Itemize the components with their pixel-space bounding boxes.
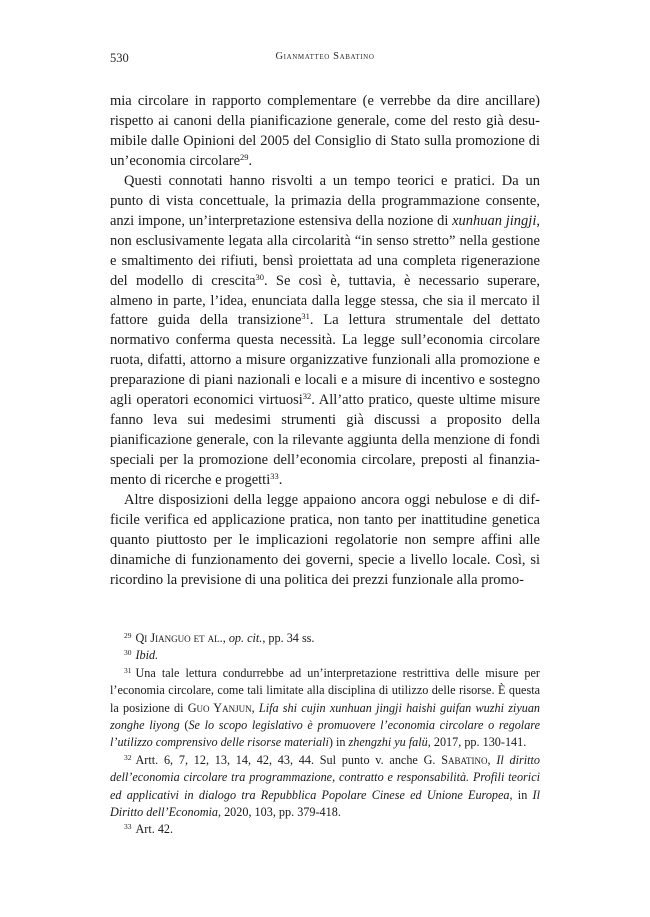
italic-text: op. cit. bbox=[228, 631, 263, 645]
text-run: ( bbox=[179, 718, 189, 733]
text-run: Art. 42. bbox=[135, 822, 174, 837]
text-run: , pp. 34 ss. bbox=[262, 631, 315, 645]
main-text bbox=[110, 92, 540, 591]
paragraph-1 bbox=[110, 92, 540, 172]
footnote-30 bbox=[110, 647, 540, 664]
footnote-number: 29 bbox=[124, 631, 132, 640]
text-run: . bbox=[248, 152, 253, 169]
text-run: Questi connotati hanno risvolti a un tempo teorici e pratici. Da un punto di vista concettuale, la primazia della programmazione consente, anzi impone, un’interpretazione estensiva della nozione di bbox=[110, 172, 540, 229]
footnote-ref-32[interactable]: 32 bbox=[302, 391, 312, 402]
text-run: Artt. 6, 7, 12, 13, 14, 42, 43, 44. Sul punto v. anche G. bbox=[135, 752, 442, 767]
text-run: . All’atto pratico, queste ultime misure fanno leva sui medesimi strumenti già discussi a proposito della pianificazione generale, con la rilevante aggiunta della menzione di fondi speciali per la promozione dell’economia circolare, preposti al finanziamento di ricerche e progetti bbox=[110, 392, 541, 489]
footnote-number: 33 bbox=[124, 822, 132, 832]
italic-text: Il Diritto dell’Economia bbox=[110, 787, 540, 820]
footnote-author: Qi Jianguo et al. bbox=[135, 631, 223, 645]
footnote-ref-29[interactable]: 29 bbox=[240, 151, 249, 162]
text-run: , 2020, 103, pp. 379-418. bbox=[217, 805, 341, 820]
italic-text: Lifa shi cujin xunhuan jingji haishi guifan wuzhi ziyuan zonghe liyong bbox=[110, 700, 541, 733]
italic-text: Il diritto dell’economia circolare tra programmazione, contratto e responsabilità. Profili teorici ed applicativi in dialogo tra Repubblica Popolare Cinese ed Unione Europea bbox=[110, 752, 540, 802]
italic-text: Ibid. bbox=[135, 648, 159, 663]
text-run: . Se così è, tuttavia, è necessario superare, almeno in parte, l’idea, enunciata dalla legge stessa, che sia il mercato il fattore guida della transizione bbox=[110, 272, 540, 329]
text-run: ) in bbox=[328, 735, 349, 750]
footnote-31 bbox=[110, 665, 540, 752]
text-run: , in bbox=[509, 787, 533, 802]
text-run: , bbox=[251, 700, 259, 715]
text-run: , non esclusivamente legata alla circolarità “in senso stretto” nella gestione e smaltimento dei rifiuti, bensì proiettata ad una completa rigenerazione del modello di crescita bbox=[110, 212, 540, 289]
footnote-author: Guo Yanjun bbox=[187, 700, 252, 715]
italic-text: Se lo scopo legislativo è promuovere l’economia circolare o regolare l’utilizzo comprensivo delle risorse materiali bbox=[110, 718, 540, 750]
footnote-ref-33[interactable]: 33 bbox=[270, 471, 279, 482]
text-run: . La lettura strumentale del dettato normativo conferma questa necessità. La legge sull’economia circolare ruota, difatti, attorno a misure organizzative funzionali alla promozione e preparazione di piani nazionali e locali e a misure di incentivo e sostegno agli operatori economici virtuosi bbox=[110, 312, 540, 409]
text-run: , bbox=[222, 631, 229, 645]
footnote-ref-31[interactable]: 31 bbox=[301, 311, 310, 322]
text-run: , bbox=[487, 752, 497, 767]
footnote-author: Sabatino bbox=[441, 752, 488, 767]
footnote-32 bbox=[110, 752, 540, 822]
footnote-33 bbox=[110, 821, 540, 838]
italic-term: xunhuan jingji bbox=[452, 212, 537, 229]
text-run: Altre disposizioni della legge appaiono ancora oggi nebulose e di difficile verifica ed applicazione pratica, non tanto per inattitudine genetica quanto piuttosto per le implicazioni regolatorie non sempre affini alle dinamiche di funzionamento dei governi, specie a livello locale. Così, si ricordino la previsione di una politica dei prezzi funzionale alla promo- bbox=[110, 492, 540, 588]
paragraph-3 bbox=[110, 491, 540, 591]
running-header bbox=[110, 51, 540, 69]
running-title: Gianmatteo Sabatino bbox=[275, 51, 375, 62]
footnote-number: 30 bbox=[124, 648, 132, 658]
text-run: Una tale lettura condurrebbe ad un’interpretazione restrittiva delle misure per l’economia circolare, come tali limitate alla disciplina di utilizzo delle risorse. È questa la posizione di bbox=[110, 665, 540, 715]
footnote-number: 31 bbox=[124, 665, 132, 675]
italic-text: zhengzhi yu falü bbox=[348, 735, 428, 750]
footnotes bbox=[110, 630, 540, 839]
text-run: mia circolare in rapporto complementare (e verrebbe da dire ancillare) rispetto ai canoni della pianificazione generale, come del resto già desumibile dalle Opinioni del 2005 del Consiglio di Stato sulla promozione di un’economia circolare bbox=[110, 93, 540, 169]
text-run: . bbox=[278, 472, 283, 489]
footnote-ref-30[interactable]: 30 bbox=[255, 271, 265, 282]
text-run: , 2017, pp. 130-141. bbox=[427, 735, 527, 750]
footnote-number: 32 bbox=[124, 752, 132, 762]
footnote-29 bbox=[110, 630, 540, 647]
page-number: 530 bbox=[110, 51, 129, 65]
paragraph-2 bbox=[110, 172, 540, 491]
